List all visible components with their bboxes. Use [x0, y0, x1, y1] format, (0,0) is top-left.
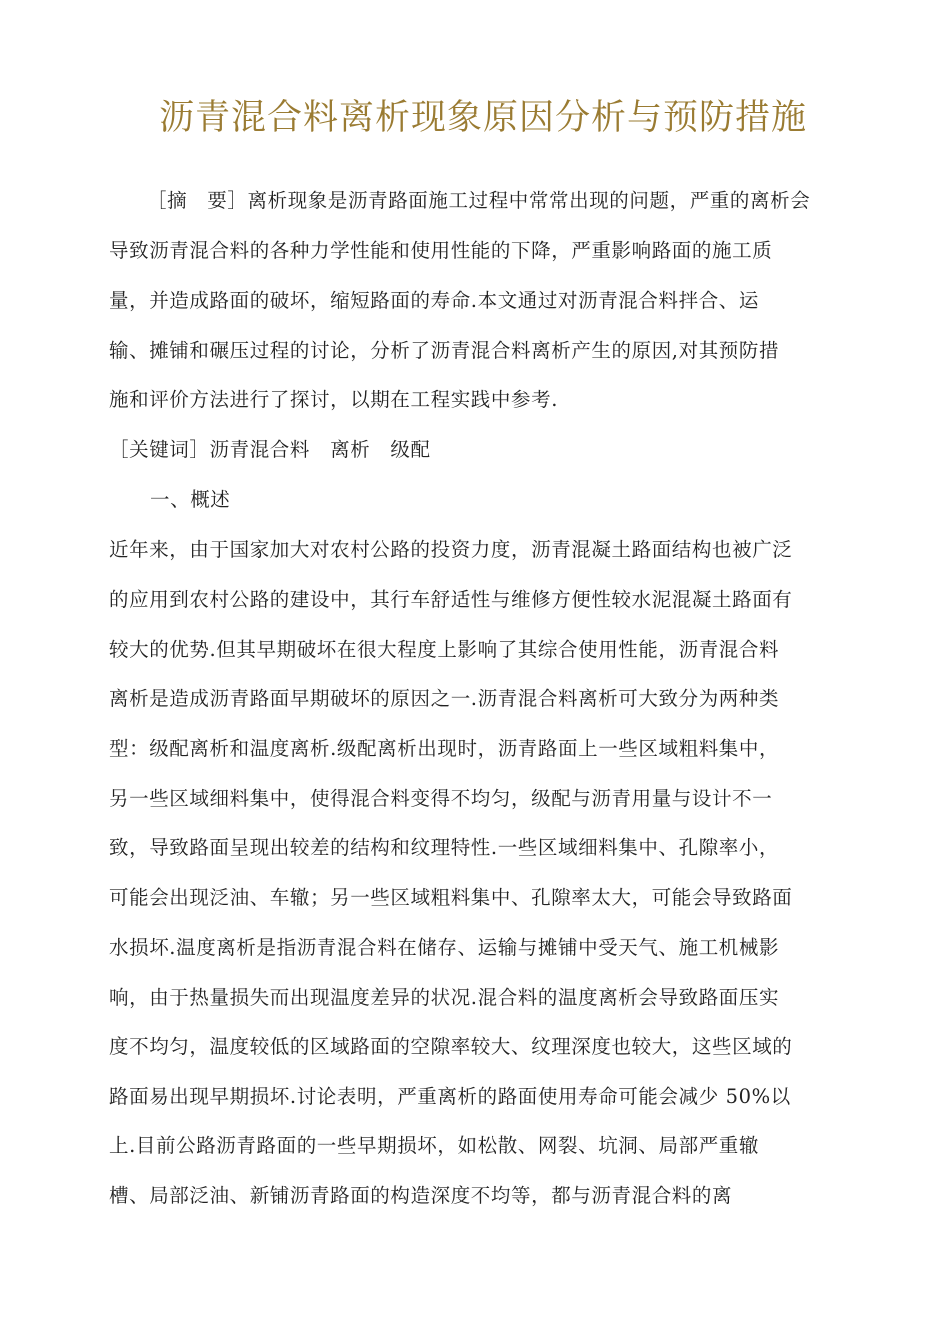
- body-line: 近年来，由于国家加大对农村公路的投资力度，沥青混凝土路面结构也被广泛: [109, 538, 793, 561]
- body-line: 水损坏.温度离析是指沥青混合料在储存、运输与摊铺中受天气、施工机械影: [109, 936, 780, 959]
- abstract-line: 施和评价方法进行了探讨，以期在工程实践中参考.: [109, 388, 558, 411]
- body-line: 较大的优势.但其早期破坏在很大程度上影响了其综合使用性能，沥青混合料: [109, 638, 780, 661]
- body-line: 的应用到农村公路的建设中，其行车舒适性与维修方便性较水泥混凝土路面有: [109, 588, 793, 611]
- abstract-line: 量，并造成路面的破坏，缩短路面的寿命.本文通过对沥青混合料拌合、运: [109, 289, 759, 312]
- body-line: 另一些区域细料集中，使得混合料变得不均匀，级配与沥青用量与设计不一: [109, 787, 773, 810]
- document-title-text: 沥青混合料离析现象原因分析与预防措施: [158, 98, 807, 138]
- body-line: 槽、局部泛油、新铺沥青路面的构造深度不均等，都与沥青混合料的离: [109, 1184, 733, 1207]
- document-title: [0, 92, 950, 144]
- body-line: 度不均匀，温度较低的区域路面的空隙率较大、纹理深度也较大，这些区域的: [109, 1035, 793, 1058]
- body-line: 上.目前公路沥青路面的一些早期损坏，如松散、网裂、坑洞、局部严重辙: [109, 1134, 759, 1157]
- abstract-line: ［摘 要］离析现象是沥青路面施工过程中常常出现的问题，严重的离析会: [147, 189, 811, 212]
- section-heading: 一、概述: [150, 488, 231, 511]
- body-line: 响，由于热量损失而出现温度差异的状况.混合料的温度离析会导致路面压实: [109, 986, 780, 1009]
- body-line: 致，导致路面呈现出较差的结构和纹理特性.一些区域细料集中、孔隙率小，: [109, 836, 780, 859]
- abstract-line: 导致沥青混合料的各种力学性能和使用性能的下降，严重影响路面的施工质: [109, 239, 773, 262]
- body-line: 型：级配离析和温度离析.级配离析出现时，沥青路面上一些区域粗料集中，: [109, 737, 780, 760]
- abstract-line: 输、摊铺和碾压过程的讨论，分析了沥青混合料离析产生的原因,对其预防措: [109, 339, 780, 362]
- body-line: 可能会出现泛油、车辙；另一些区域粗料集中、孔隙率太大，可能会导致路面: [109, 886, 793, 909]
- body-line: 离析是造成沥青路面早期破坏的原因之一.沥青混合料离析可大致分为两种类: [109, 687, 780, 710]
- body-line: 路面易出现早期损坏.讨论表明，严重离析的路面使用寿命可能会减少 50%以: [109, 1085, 791, 1108]
- keywords-line: ［关键词］沥青混合料 离析 级配: [109, 438, 431, 461]
